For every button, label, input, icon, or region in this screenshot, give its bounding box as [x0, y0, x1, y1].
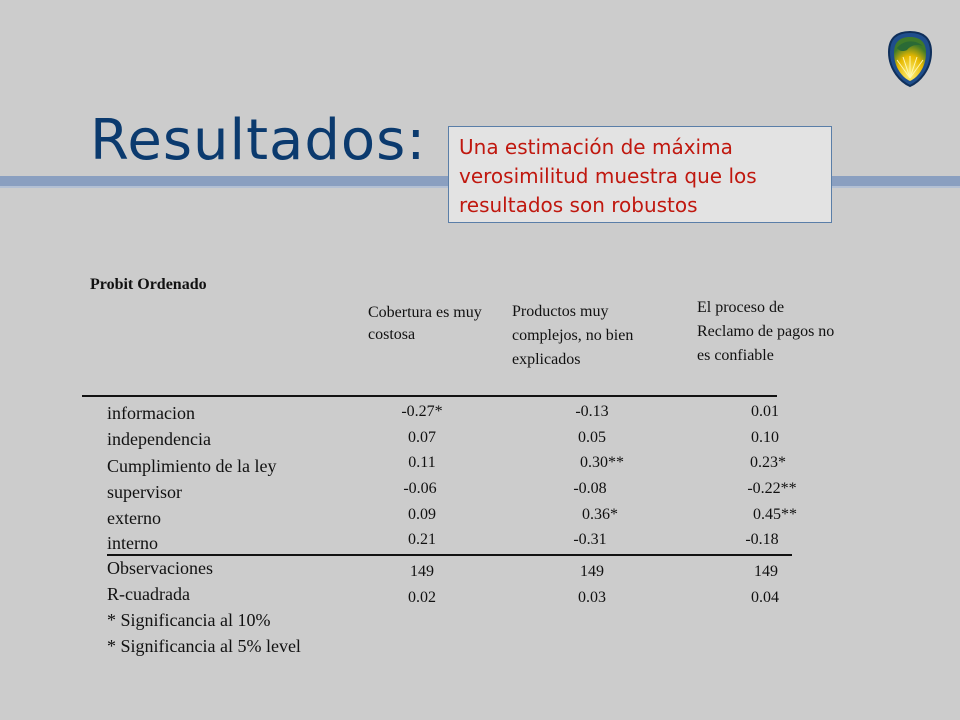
footnote-5: * Significancia al 5% level	[107, 636, 301, 656]
row-label: supervisor	[107, 482, 182, 502]
slide-title: Resultados:	[90, 108, 427, 173]
stat-label-r-cuadrada: R-cuadrada	[107, 584, 190, 604]
callout-box: Una estimación de máxima verosimilitud muestra que los resultados son robustos	[448, 126, 832, 223]
column-header-proceso: El proceso de Reclamo de pagos no es confiable	[697, 299, 835, 364]
table-top-rule	[82, 395, 777, 397]
row-label: interno	[107, 533, 158, 553]
table-cell: 0.01	[751, 403, 779, 420]
table-cell: 0.11	[408, 454, 436, 471]
table-cell: 0.21	[408, 531, 436, 548]
table-cell: 0.07	[408, 429, 436, 446]
stat-label-observaciones: Observaciones	[107, 558, 213, 578]
row-label: externo	[107, 508, 161, 528]
table-mid-rule	[107, 554, 792, 556]
table-cell: 0.30**	[580, 454, 624, 471]
globe-shield-icon	[885, 30, 935, 88]
table-cell: -0.31	[573, 531, 607, 548]
stat-cell: 0.03	[578, 589, 606, 606]
stat-cell: 0.04	[751, 589, 779, 606]
column-header-productos: Productos muy complejos, no bien explicados	[512, 303, 634, 368]
stat-cell: 149	[410, 563, 434, 580]
table-cell: -0.18	[745, 531, 779, 548]
stat-cell: 149	[580, 563, 604, 580]
table-cell: -0.22**	[747, 480, 797, 497]
table-cell: 0.23*	[750, 454, 786, 471]
table-cell: -0.13	[575, 403, 609, 420]
table-cell: 0.05	[578, 429, 606, 446]
stat-cell: 0.02	[408, 589, 436, 606]
table-cell: -0.27*	[401, 403, 443, 420]
row-label: independencia	[107, 429, 211, 449]
row-label: informacion	[107, 403, 195, 423]
table-cell: 0.45**	[753, 506, 797, 523]
table-cell: 0.36*	[582, 506, 618, 523]
table-cell: 0.09	[408, 506, 436, 523]
row-label: Cumplimiento de la ley	[107, 456, 277, 476]
footnote-10: * Significancia al 10%	[107, 610, 271, 630]
stat-cell: 149	[754, 563, 778, 580]
table-cell: -0.06	[403, 480, 437, 497]
table-caption: Probit Ordenado	[90, 276, 207, 293]
table-cell: 0.10	[751, 429, 779, 446]
column-header-cobertura: Cobertura es muy costosa	[368, 304, 482, 343]
table-cell: -0.08	[573, 480, 607, 497]
